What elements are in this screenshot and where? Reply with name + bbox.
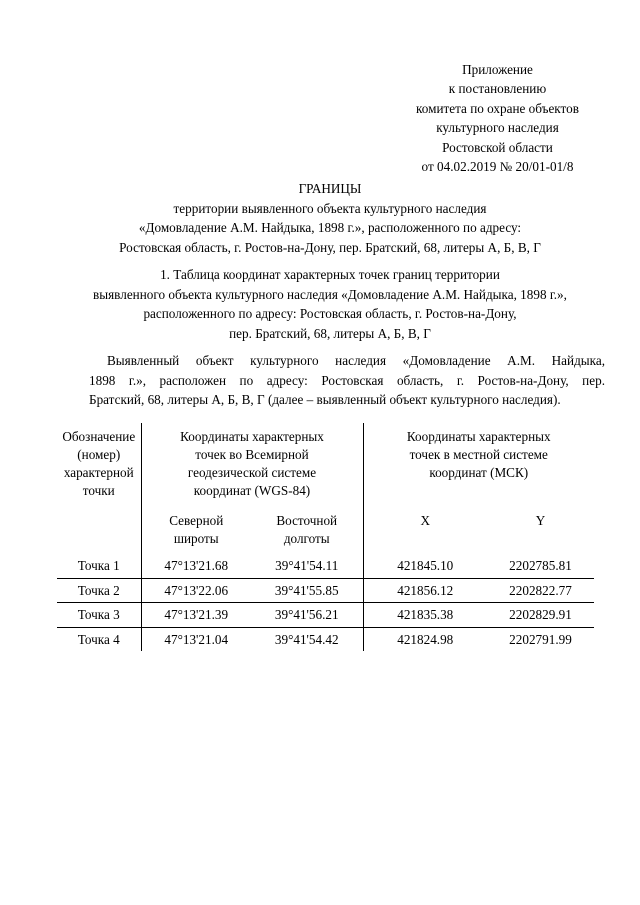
header-line: характерной bbox=[63, 465, 134, 480]
heading-line: Ростовская область, г. Ростов-на-Дону, пер. Братский, 68, литеры А, Б, В, Г bbox=[119, 239, 541, 255]
table-row bbox=[57, 578, 594, 603]
paragraph-line: Выявленный объект культурного наследия «Домовладение А.М. Найдыка, bbox=[107, 353, 605, 368]
longitude-cell: 39°41'54.11 bbox=[251, 554, 363, 578]
latitude-cell: 47°13'21.04 bbox=[141, 627, 251, 651]
table-row bbox=[57, 554, 594, 578]
point-name: Точка 2 bbox=[57, 578, 141, 603]
point-name: Точка 1 bbox=[57, 554, 141, 578]
point-name: Точка 4 bbox=[57, 627, 141, 651]
table-row bbox=[57, 627, 594, 651]
caption-line: 1. Таблица координат характерных точек границ территории bbox=[160, 267, 500, 282]
heading-line: территории выявленного объекта культурного наследия bbox=[173, 200, 487, 216]
body-paragraph bbox=[89, 351, 605, 410]
header-y: Y bbox=[535, 513, 546, 528]
document-heading bbox=[40, 179, 620, 257]
x-cell: 421856.12 bbox=[363, 578, 487, 603]
point-name: Точка 3 bbox=[57, 603, 141, 628]
appendix-line: Ростовской области bbox=[442, 139, 553, 155]
caption-line: пер. Братский, 68, литеры А, Б, В, Г bbox=[229, 325, 431, 341]
x-cell: 421845.10 bbox=[397, 558, 454, 573]
appendix-line: культурного наследия bbox=[436, 120, 559, 136]
header-line: точки bbox=[82, 483, 115, 498]
appendix-line: Приложение bbox=[462, 62, 533, 77]
longitude-cell: 39°41'54.42 bbox=[251, 627, 363, 651]
header-wgs84 bbox=[141, 423, 363, 508]
x-cell: 421824.98 bbox=[363, 627, 487, 651]
header-latitude bbox=[141, 508, 251, 554]
header-line: точек в местной системе bbox=[409, 447, 548, 462]
x-cell: 421835.38 bbox=[363, 603, 487, 628]
longitude-cell: 39°41'55.85 bbox=[251, 578, 363, 603]
appendix-line: к постановлению bbox=[448, 81, 547, 97]
paragraph-line: Братский, 68, литеры А, Б, В, Г (далее – выявленный объект культурного наследия). bbox=[89, 392, 561, 408]
caption-line: расположенного по адресу: Ростовская область, г. Ростов-на-Дону, bbox=[143, 306, 517, 321]
appendix-date-number: от 04.02.2019 № 20/01-01/8 bbox=[421, 159, 574, 175]
latitude-cell: 47°13'22.06 bbox=[141, 578, 251, 603]
header-line: Восточной bbox=[276, 513, 338, 528]
header-line: геодезической системе bbox=[187, 465, 317, 480]
header-point-designation bbox=[57, 423, 141, 554]
heading-line: «Домовладение А.М. Найдыка, 1898 г.», расположенного по адресу: bbox=[138, 220, 522, 235]
header-msk bbox=[363, 423, 594, 508]
latitude-cell: 47°13'21.68 bbox=[164, 558, 229, 573]
appendix-line: комитета по охране объектов bbox=[416, 100, 579, 116]
y-cell: 2202829.91 bbox=[487, 603, 594, 628]
header-line: широты bbox=[173, 531, 219, 546]
table-caption bbox=[40, 265, 620, 343]
header-x: X bbox=[420, 513, 431, 528]
y-cell: 2202822.77 bbox=[487, 578, 594, 603]
header-line: (номер) bbox=[77, 447, 121, 462]
y-cell: 2202791.99 bbox=[487, 627, 594, 651]
y-cell: 2202785.81 bbox=[509, 558, 572, 573]
header-longitude bbox=[251, 508, 363, 554]
header-line: долготы bbox=[283, 531, 330, 546]
header-line: координат (МСК) bbox=[429, 465, 529, 480]
header-line: Координаты характерных bbox=[406, 429, 551, 444]
table-row bbox=[57, 603, 594, 628]
coordinates-table bbox=[57, 423, 594, 651]
table-header-row bbox=[57, 423, 594, 508]
header-line: координат (WGS-84) bbox=[193, 483, 311, 498]
appendix-block bbox=[385, 60, 610, 176]
header-line: Северной bbox=[169, 513, 224, 528]
header-line: Обозначение bbox=[62, 429, 136, 444]
longitude-cell: 39°41'56.21 bbox=[251, 603, 363, 628]
document-title: ГРАНИЦЫ bbox=[298, 181, 362, 196]
header-line: точек во Всемирной bbox=[195, 447, 309, 462]
caption-line: выявленного объекта культурного наследия «Домовладение А.М. Найдыка, 1898 г.», bbox=[93, 286, 567, 302]
paragraph-line: 1898 г.», расположен по адресу: Ростовская область, г. Ростов-на-Дону, пер. bbox=[89, 372, 605, 388]
latitude-cell: 47°13'21.39 bbox=[141, 603, 251, 628]
header-line: Координаты характерных bbox=[180, 429, 324, 444]
